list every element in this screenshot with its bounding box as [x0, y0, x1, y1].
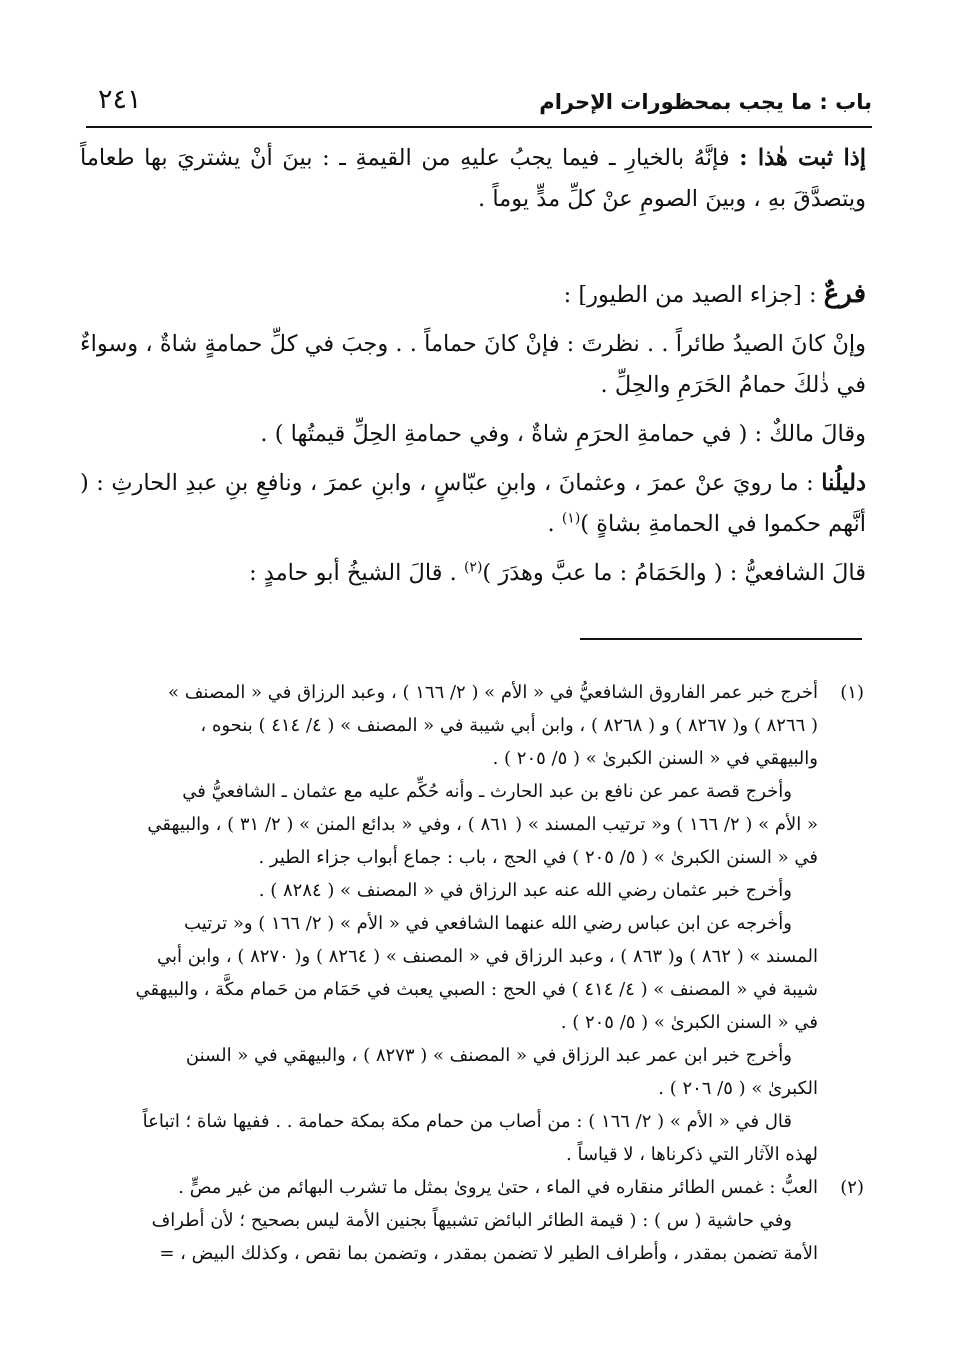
paragraph-text: فإنَّهُ بالخيارِ ـ فيما يجبُ عليهِ من القيمةِ ـ : بينَ أنْ يشتريَ بها طعاماً ويتصدَّقَ بهِ ، وبينَ الصومِ عنْ كلِّ مدٍّ يوماً . [80, 145, 866, 212]
header-rule [86, 126, 872, 128]
paragraph-shafii [80, 553, 866, 594]
subsection-title: : [جزاء الصيد من الطيور] : [563, 282, 824, 308]
paragraph-text: قالَ الشافعيُّ : ( والحَمَامُ : ما عبَّ وهدَرَ ) [482, 560, 866, 586]
footnote-line: لهذه الآثار التي ذكرناها ، لا قياساً . [566, 1144, 818, 1165]
footnote-line: الكبرىٰ » ( ٥/ ٢٠٦ ) . [658, 1078, 818, 1099]
paragraph-lead: إذا ثبت هٰذا : [739, 145, 866, 171]
footnote-2 [78, 1171, 864, 1270]
footnote-line: الأمة تضمن بمقدر ، وأطراف الطير لا تضمن بمقدر ، وتضمن بما نقص ، وكذلك البيض ، = [159, 1243, 818, 1264]
paragraph-text: : ما رويَ عنْ عمرَ ، وعثمانَ ، وابنِ عبّاسٍ ، وابنِ عمرَ ، ونافعِ بنِ عبدِ الحارثِ : ( أنَّهم حكموا في الحمامةِ بشاةٍ ) [80, 470, 866, 537]
paragraph-bird-game: وإنْ كانَ الصيدُ طائراً . . نظرتَ : فإنْ كانَ حماماً . . وجبَ في كلِّ حمامةٍ شاةٌ ، وسواءٌ في ذٰلكَ حمامُ الحَرَمِ والحِلِّ . [80, 331, 866, 398]
footnote-reference[interactable]: (٢) [463, 559, 483, 576]
footnote-number: (٢) [840, 1177, 864, 1198]
chapter-title: باب : ما يجب بمحظورات الإحرام [539, 90, 872, 114]
footnote-line: في « السنن الكبرىٰ » ( ٥/ ٢٠٥ ) . [560, 1012, 818, 1033]
footnote-line: وفي حاشية ( س ) : ( قيمة الطائر البائض تشبيهاً بجنين الأمة ليس بصحيح ؛ لأن أطراف [151, 1210, 792, 1231]
running-header [86, 84, 872, 124]
footnote-line: ( ٨٢٦٦ ) و( ٨٢٦٧ ) و ( ٨٢٦٨ ) ، وابن أبي شيبة في « المصنف » ( ٤/ ٤١٤ ) بنحوه ، [200, 715, 818, 736]
footnote-line: العبُّ : غمس الطائر منقاره في الماء ، حتىٰ يرویٰ بمثل ما تشرب البهائم من غير مصٍّ . [178, 1177, 818, 1198]
paragraph-malik-view: وقالَ مالكٌ : ( في حمامةِ الحرَمِ شاةٌ ، وفي حمامةِ الحِلِّ قيمتُها ) . [260, 421, 866, 447]
page-number: ٢٤١ [98, 84, 142, 115]
paragraph-choice [80, 138, 866, 220]
footnote-line: والبيهقي في « السنن الكبرىٰ » ( ٥/ ٢٠٥ ) . [492, 748, 818, 769]
footnote-reference[interactable]: (١) [561, 510, 581, 527]
footnote-line: أخرج خبر عمر الفاروق الشافعيُّ في « الأم » ( ٢/ ١٦٦ ) ، وعبد الرزاق في « المصنف » [168, 682, 818, 703]
footnote-line: شيبة في « المصنف » ( ٤/ ٤١٤ ) في الحج : الصبي يعبث في حَمَام من حَمام مكَّة ، والبيهقي [135, 979, 818, 1000]
footnote-number: (١) [840, 682, 864, 703]
paragraph-evidence [80, 463, 866, 545]
footnote-line: وأخرج خبر ابن عمر عبد الرزاق في « المصنف » ( ٨٢٧٣ ) ، والبيهقي في « السنن [185, 1045, 792, 1066]
paragraph-lead: دليلُنا [821, 470, 866, 496]
footnote-line: « الأم » ( ٢/ ١٦٦ ) و« ترتيب المسند » ( ٨٦١ ) ، وفي « بدائع المنن » ( ٢/ ٣١ ) ، والبيهقي [147, 814, 818, 835]
footnotes [78, 676, 864, 1270]
paragraph-tail: . قالَ الشيخُ أبو حامدٍ : [249, 560, 464, 586]
footnote-line: في « السنن الكبرىٰ » ( ٥/ ٢٠٥ ) في الحج ، باب : جماع أبواب جزاء الطير . [258, 847, 818, 868]
footnote-line: وأخرجه عن ابن عباس رضي الله عنهما الشافعي في « الأم » ( ٢/ ١٦٦ ) و« ترتيب [184, 913, 792, 934]
subsection-lead: فرعٌ [823, 279, 866, 309]
paragraph-tail: . [547, 511, 562, 537]
main-text [80, 138, 866, 602]
section-spacer [80, 228, 866, 274]
footnote-line: وأخرج خبر عثمان رضي الله عنه عبد الرزاق في « المصنف » ( ٨٢٨٤ ) . [258, 880, 792, 901]
footnote-1 [78, 676, 864, 1171]
footnote-line: وأخرج قصة عمر عن نافع بن عبد الحارث ـ وأنه حُكِّم عليه مع عثمان ـ الشافعيُّ في [182, 781, 792, 802]
subsection-heading [80, 274, 866, 316]
footnote-separator [580, 638, 862, 640]
footnote-line: قال في « الأم » ( ٢/ ١٦٦ ) : من أصاب من حمام مكة بمكة حمامة . . ففيها شاة ؛ اتباعاً [142, 1111, 792, 1132]
footnote-line: المسند » ( ٨٦٢ ) و( ٨٦٣ ) ، وعبد الرزاق في « المصنف » ( ٨٢٦٤ ) و( ٨٢٧٠ ) ، وابن أبي [156, 946, 818, 967]
